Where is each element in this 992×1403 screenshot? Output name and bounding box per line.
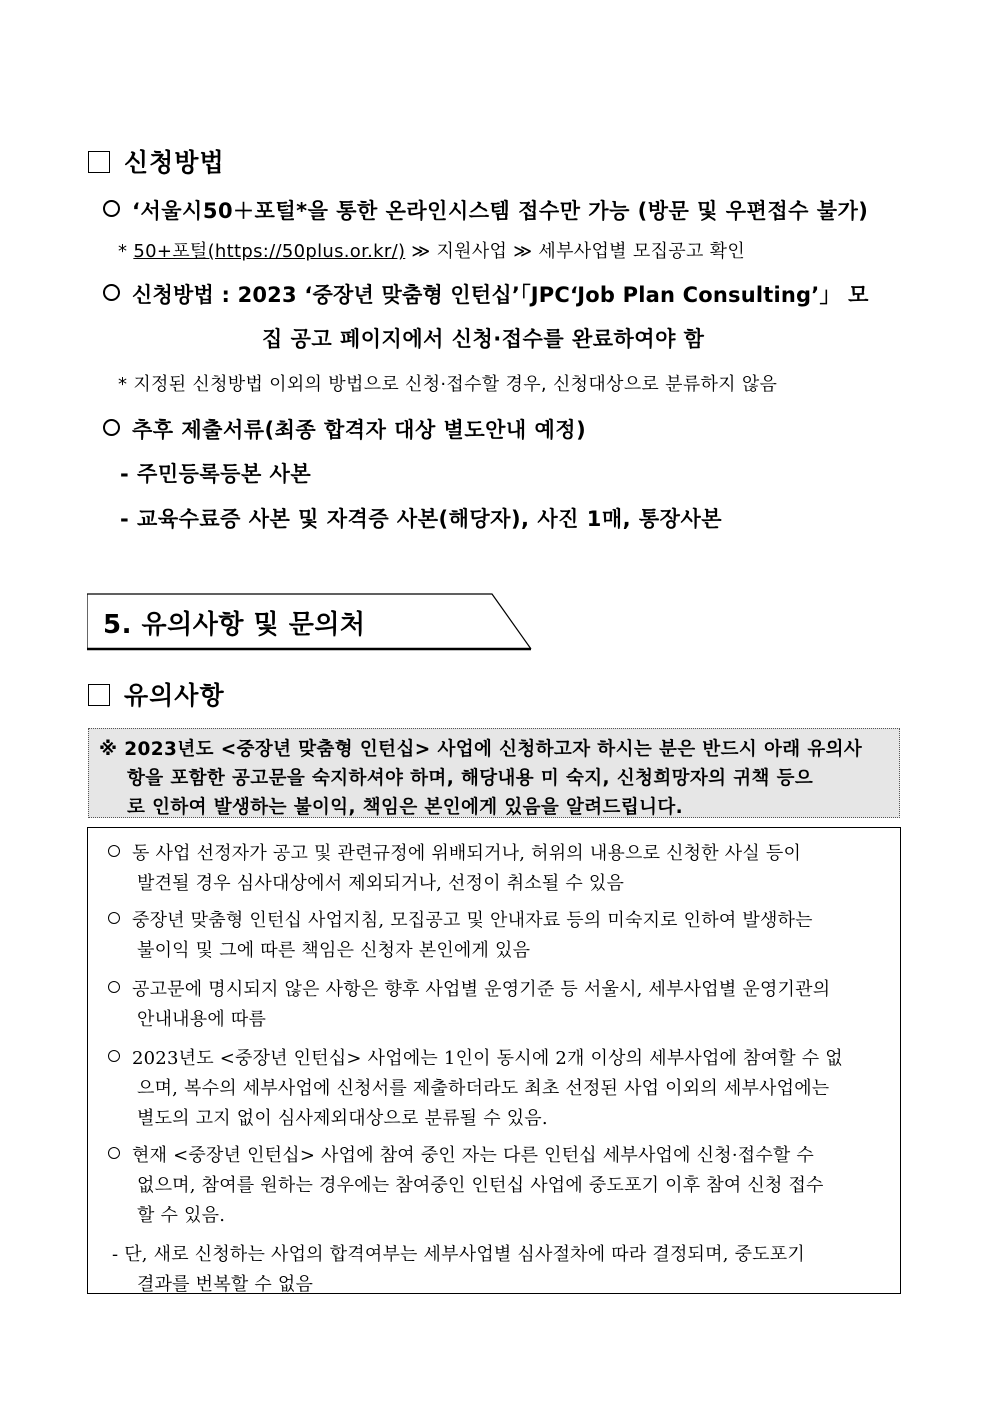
circle-bullet-icon [103,200,120,217]
circle-bullet-icon [108,912,120,924]
apply-item-1-text: ‘서울시50＋포털*을 통한 온라인시스템 접수만 가능 (방문 및 우편접수 불가) [132,199,869,223]
caution-item-2-line1: 중장년 맞춤형 인턴십 사업지침, 모집공고 및 안내자료 등의 미숙지로 인하여 발생하는 [132,910,813,931]
caution-item-5 [108,1141,814,1167]
notice-line-1: ※ 2023년도 <중장년 맞춤형 인턴십> 사업에 신청하고자 하시는 분은 반드시 아래 유의사 [99,739,863,760]
note-1-rest: ≫ 지원사업 ≫ 세부사업별 모집공고 확인 [411,241,746,262]
caution-item-4-line2: 으며, 복수의 세부사업에 신청서를 제출하더라도 최초 선정된 사업 이외의 세부사업에는 [137,1078,830,1099]
apply-item-2-line1: 신청방법 : 2023 ‘중장년 맞춤형 인턴십’「JPC‘Job Plan Consulting’」 모 [132,283,869,307]
circle-bullet-icon [108,1050,120,1062]
notice-line-2: 항을 포함한 공고문을 숙지하셔야 하며, 해당내용 미 숙지, 신청희망자의 귀책 등으 [127,768,814,789]
caution-item-3-line2: 안내내용에 따름 [137,1009,267,1030]
apply-item-1 [103,195,868,225]
caution-item-5-line1: 현재 <중장년 인턴십> 사업에 참여 중인 자는 다른 인턴십 세부사업에 신청·접수할 수 [132,1145,815,1166]
caution-dash-line1: - 단, 새로 신청하는 사업의 합격여부는 세부사업별 심사절차에 따라 결정되며, 중도포기 [112,1244,805,1265]
caution-heading-text: 유의사항 [124,681,225,710]
apply-sub-2: - 교육수료증 사본 및 자격증 사본(해당자), 사진 1매, 통장사본 [120,507,723,531]
apply-sub-1: - 주민등록등본 사본 [120,462,312,486]
caution-item-2 [108,906,813,932]
apply-heading-text: 신청방법 [124,148,225,177]
caution-item-1-line1: 동 사업 선정자가 공고 및 관련규정에 위배되거나, 허위의 내용으로 신청한 사실 등이 [132,843,802,864]
circle-bullet-icon [103,284,120,301]
caution-item-3-line1: 공고문에 명시되지 않은 사항은 향후 사업별 운영기준 등 서울시, 세부사업별 운영기관의 [132,979,831,1000]
caution-item-2-line2: 불이익 및 그에 따른 책임은 신청자 본인에게 있음 [137,940,531,961]
caution-item-5-line2: 없으며, 참여를 원하는 경우에는 참여중인 인턴십 사업에 중도포기 이후 참여 신청 접수 [137,1175,824,1196]
caution-item-1 [108,839,801,865]
apply-item-2 [103,279,869,309]
apply-note-2: * 지정된 신청방법 이외의 방법으로 신청·접수할 경우, 신청대상으로 분류하지 않음 [118,374,778,395]
apply-item-2-line2: 집 공고 페이지에서 신청·접수를 완료하여야 함 [262,327,705,351]
apply-heading [88,143,225,179]
apply-note-1 [118,237,745,263]
caution-item-5-line3: 할 수 있음. [137,1205,226,1226]
caution-item-1-line2: 발견될 경우 심사대상에서 제외되거나, 선정이 취소될 수 있음 [137,873,625,894]
caution-item-4-line3: 별도의 고지 없이 심사제외대상으로 분류될 수 있음. [137,1108,548,1129]
caution-dash-line2: 결과를 번복할 수 없음 [137,1274,314,1295]
section-title: 5. 유의사항 및 문의처 [103,610,366,640]
checkbox-icon [88,151,110,173]
checkbox-icon [88,684,110,706]
portal-link[interactable]: 50+포털(https://50plus.or.kr/) [133,241,406,262]
circle-bullet-icon [103,419,120,436]
circle-bullet-icon [108,981,120,993]
caution-heading [88,676,225,712]
note-star: * [118,241,128,262]
caution-item-4 [108,1044,843,1070]
apply-item-3 [103,414,586,444]
apply-item-3-text: 추후 제출서류(최종 합격자 대상 별도안내 예정) [132,418,587,442]
notice-line-3: 로 인하여 발생하는 불이익, 책임은 본인에게 있음을 알려드립니다. [127,797,684,818]
circle-bullet-icon [108,845,120,857]
caution-item-4-line1: 2023년도 <중장년 인턴십> 사업에는 1인이 동시에 2개 이상의 세부사업에 참여할 수 없 [132,1048,843,1069]
caution-item-3 [108,975,830,1001]
circle-bullet-icon [108,1147,120,1159]
